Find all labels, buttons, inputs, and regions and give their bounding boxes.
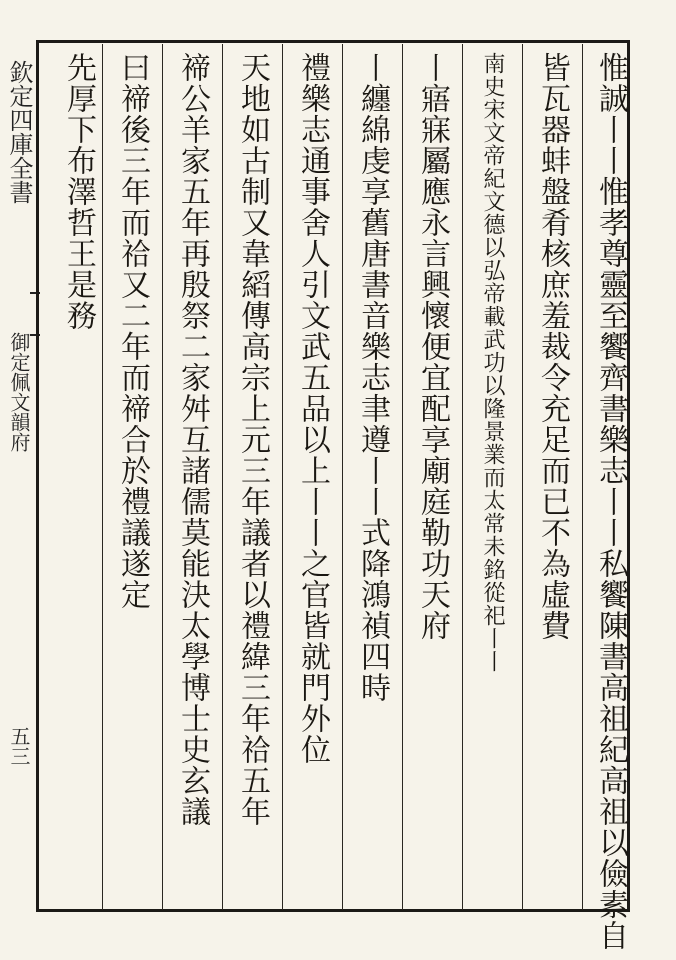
text-column-3: 南史宋文帝紀文德以弘帝載武功以隆景業而太常未銘從祀丨丨 <box>480 52 505 673</box>
folio-number: 五三 <box>7 726 31 766</box>
column-rule <box>102 44 103 910</box>
text-column-6: 禮樂志通事舍人引文武五品以上丨丨之官皆就門外位 <box>295 52 330 765</box>
text-column-5: 丨纏綿虔享舊唐書音樂志聿遵丨丨式降鴻禎四時 <box>355 52 390 703</box>
column-rule <box>462 44 463 910</box>
column-rule <box>282 44 283 910</box>
text-column-8: 禘公羊家五年再殷祭二家舛互諸儒莫能決太學博士史玄議 <box>175 52 210 827</box>
column-rule <box>522 44 523 910</box>
column-rule <box>222 44 223 910</box>
margin-header: 欽定四庫全書 <box>5 60 33 204</box>
text-column-10: 先厚下布澤哲王是務 <box>61 52 96 331</box>
text-column-7: 天地如古制又韋縚傳高宗上元三年議者以禮緯三年祫五年 <box>235 52 270 827</box>
margin-book-title: 御定佩文韻府 <box>7 332 31 452</box>
column-rule <box>342 44 343 910</box>
text-column-9: 曰禘後三年而祫又二年而禘合於禮議遂定 <box>115 52 150 610</box>
column-rule <box>582 44 583 910</box>
text-column-4: 丨寤寐屬應永言興懷便宜配享廟庭勒功天府 <box>415 52 450 641</box>
text-column-1: 惟誠丨丨惟孝尊靈至饗齊書樂志丨丨私饗陳書高祖紀高祖以儉素自 <box>593 52 628 951</box>
column-rule <box>162 44 163 910</box>
text-column-2: 皆瓦器蚌盤肴核庶羞裁令充足而已不為虛費 <box>535 52 570 641</box>
column-rule <box>402 44 403 910</box>
